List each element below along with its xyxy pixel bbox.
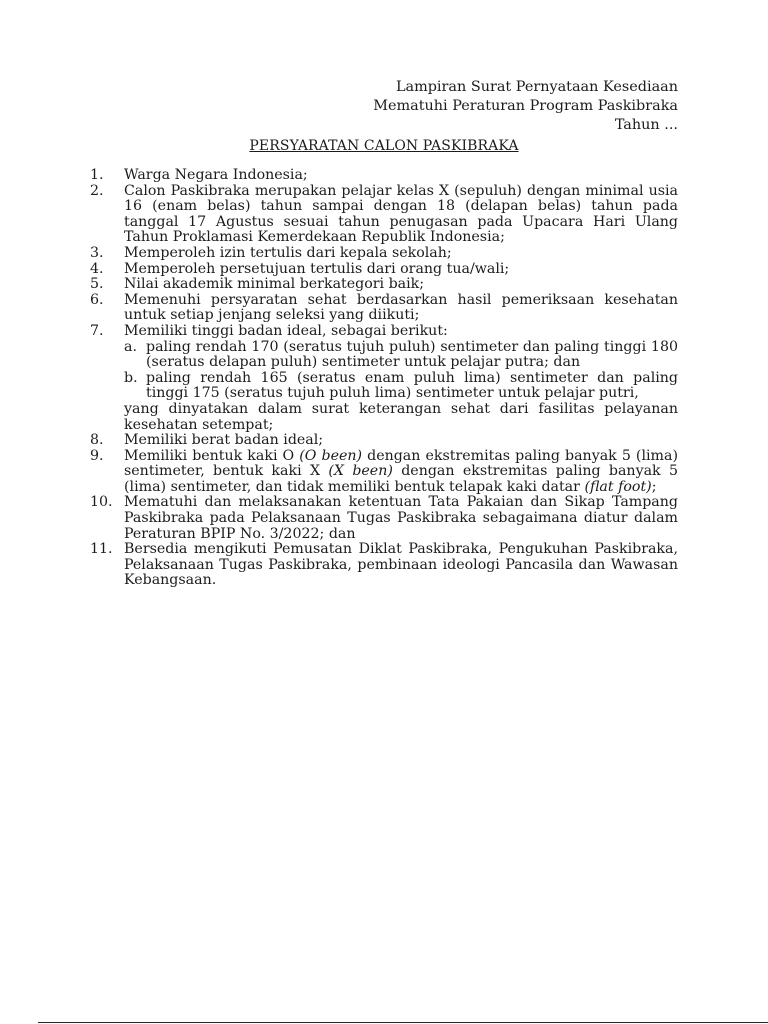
sub-item-text: paling rendah 165 (seratus enam puluh lima) sentimeter dan paling tinggi 175 (seratus tujuh puluh lima) sentimeter untuk pelajar putri, — [146, 369, 678, 402]
requirements-list — [90, 168, 678, 589]
text-segment: Memiliki bentuk kaki O — [124, 447, 300, 464]
list-item — [90, 262, 678, 278]
list-item — [90, 277, 678, 293]
list-item-number: 8. — [90, 432, 104, 449]
list-item-text: Warga Negara Indonesia; — [124, 167, 308, 183]
list-item-text: Memiliki tinggi badan ideal, sebagai berikut: — [124, 322, 448, 339]
list-item-text: Memiliki berat badan ideal; — [124, 432, 324, 449]
list-item — [90, 246, 678, 262]
list-item-text: Memenuhi persyaratan sehat berdasarkan hasil pemeriksaan kesehatan untuk setiap jenjang seleksi yang diikuti; — [124, 291, 678, 324]
sub-item-b — [124, 371, 678, 402]
sub-item-text: paling rendah 170 (seratus tujuh puluh) sentimeter dan paling tinggi 180 (seratus delapan puluh) sentimeter untuk pelajar putra; dan — [146, 338, 678, 371]
text-segment: dengan ekstremitas paling banyak 5 (lima) sentimeter, bentuk kaki X — [124, 447, 678, 480]
sub-item-a — [124, 340, 678, 371]
list-item-number: 11. — [90, 541, 113, 558]
list-item-text: Bersedia mengikuti Pemusatan Diklat Paskibraka, Pengukuhan Paskibraka, Pelaksanaan Tugas Paskibraka, pembinaan ideologi Pancasila dan Wawasan Kebangsaan. — [124, 541, 678, 589]
list-item-number: 4. — [90, 260, 104, 277]
list-item — [90, 324, 678, 433]
list-item — [90, 449, 678, 496]
header-line-3: Tahun ... — [614, 117, 678, 133]
list-item-text: Nilai akademik minimal berkategori baik; — [124, 276, 425, 293]
list-item — [90, 495, 678, 542]
italic-term: (flat foot) — [584, 478, 652, 495]
italic-term: (X been) — [328, 463, 393, 480]
list-item — [90, 184, 678, 246]
list-item-number: 5. — [90, 276, 104, 293]
list-item — [90, 168, 678, 184]
list-item-number: 3. — [90, 244, 104, 261]
list-item — [90, 293, 678, 324]
list-item — [90, 542, 678, 589]
text-segment: ; — [651, 478, 657, 495]
list-item-number: 1. — [90, 167, 104, 183]
header-line-2: Mematuhi Peraturan Program Paskibraka — [373, 98, 678, 114]
list-item-tail-text: yang dinyatakan dalam surat keterangan sehat dari fasilitas pelayanan kesehatan setempat; — [124, 400, 678, 433]
list-item-text: Calon Paskibraka merupakan pelajar kelas X (sepuluh) dengan minimal usia 16 (enam belas) tahun sampai dengan 18 (delapan belas) tahun pada tanggal 17 Agustus sesuai tahun penugasan pada Upacara Hari Ulang Tahun Proklamasi Kemerdekaan Republik Indonesia; — [124, 182, 678, 246]
list-item-number: 6. — [90, 291, 104, 308]
list-item-text: Mematuhi dan melaksanakan ketentuan Tata Pakaian dan Sikap Tampang Paskibraka pada Pelaksanaan Tugas Paskibraka sebagaimana diatur dalam Peraturan BPIP No. 3/2022; dan — [124, 494, 678, 542]
italic-term: (O been) — [299, 447, 363, 464]
list-item-text: Memperoleh izin tertulis dari kepala sekolah; — [124, 244, 452, 261]
document-title: PERSYARATAN CALON PASKIBRAKA — [249, 138, 519, 154]
text-segment: dengan ekstremitas paling banyak 5 (lima) sentimeter, dan tidak memiliki bentuk telapak kaki datar — [124, 463, 678, 495]
sub-item-letter: b. — [124, 369, 138, 386]
list-item-number: 7. — [90, 322, 104, 339]
sub-item-letter: a. — [124, 338, 137, 355]
list-item-text — [124, 449, 678, 496]
attachment-header — [373, 78, 678, 135]
page-bottom-divider — [38, 1022, 768, 1023]
list-item-text: Memperoleh persetujuan tertulis dari orang tua/wali; — [124, 260, 510, 277]
header-line-1: Lampiran Surat Pernyataan Kesediaan — [395, 79, 678, 95]
list-item-number: 10. — [90, 494, 113, 511]
list-item-number: 9. — [90, 447, 104, 464]
list-item-number: 2. — [90, 182, 104, 199]
list-item — [90, 433, 678, 449]
